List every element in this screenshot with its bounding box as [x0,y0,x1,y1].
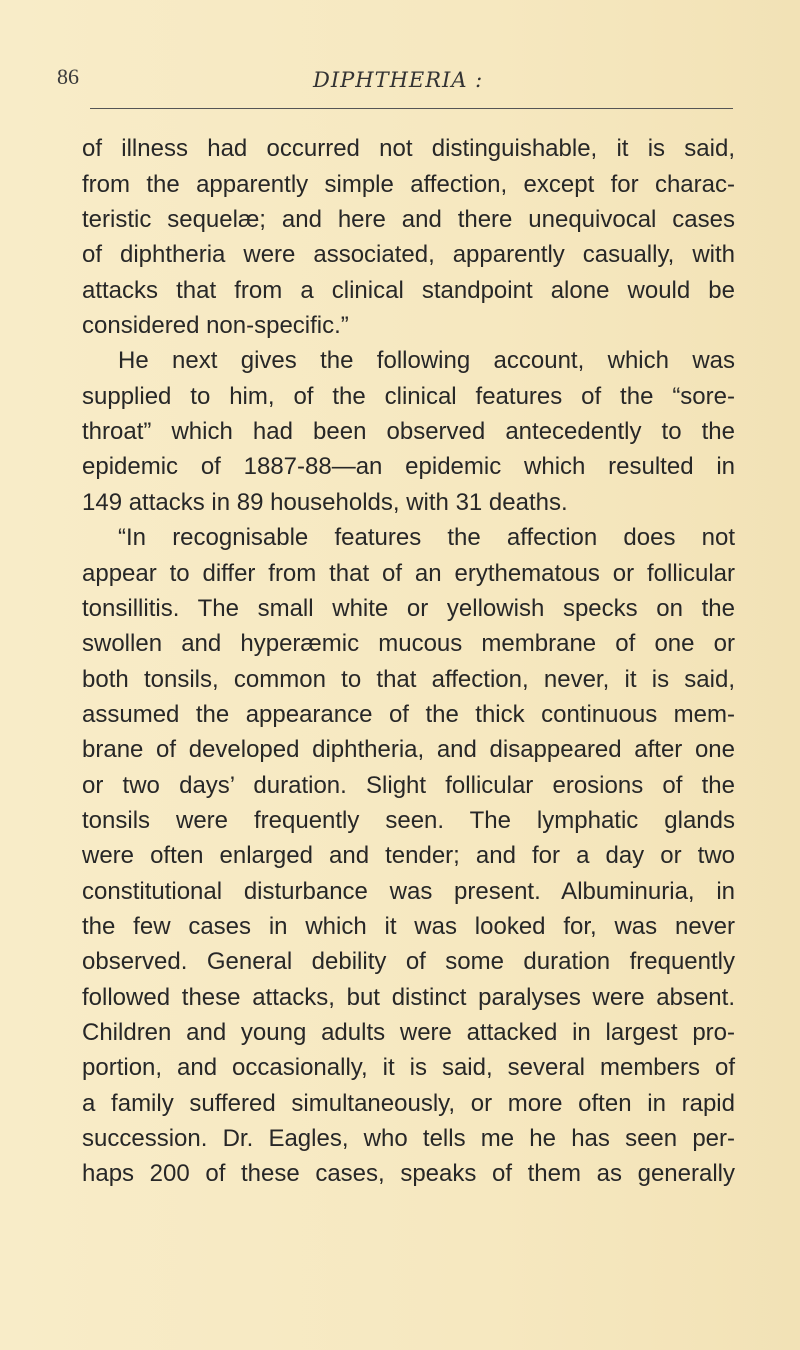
text-line: “In recognisable features the affection does not [118,524,735,551]
text-line: the few cases in which it was looked for, was never [82,913,735,940]
text-line: were often enlarged and tender; and for a day or two [82,842,735,869]
text-line: from the apparently simple affection, except for charac- [82,171,735,198]
page-number: 86 [57,64,79,89]
text-line: brane of developed diphtheria, and disappeared after one [82,736,735,763]
text-line: swollen and hyperæmic mucous membrane of one or [82,630,735,657]
text-line: portion, and occasionally, it is said, several members of [82,1054,735,1081]
text-line: appear to differ from that of an erythematous or follicular [82,560,735,587]
text-line: attacks that from a clinical standpoint alone would be [82,277,735,304]
text-line: Children and young adults were attacked in largest pro- [82,1019,735,1046]
text-line: He next gives the following account, which was [118,347,735,374]
text-line: of diphtheria were associated, apparently casually, with [82,241,735,268]
text-line: epidemic of 1887-88—an epidemic which resulted in [82,453,735,480]
text-line: both tonsils, common to that affection, never, it is said, [82,666,735,693]
text-line: tonsillitis. The small white or yellowish specks on the [82,595,735,622]
text-line: followed these attacks, but distinct paralyses were absent. [82,984,735,1011]
text-line: teristic sequelæ; and here and there unequivocal cases [82,206,735,233]
text-line: considered non-specific.” [82,312,349,339]
text-line: succession. Dr. Eagles, who tells me he has seen per- [82,1125,735,1152]
text-line: or two days’ duration. Slight follicular erosions of the [82,772,735,799]
text-line: 149 attacks in 89 households, with 31 deaths. [82,489,568,516]
text-line: throat” which had been observed antecedently to the [82,418,735,445]
text-line: of illness had occurred not distinguishable, it is said, [82,135,735,162]
text-line: a family suffered simultaneously, or more often in rapid [82,1090,735,1117]
text-line: constitutional disturbance was present. Albuminuria, in [82,878,735,905]
text-line: haps 200 of these cases, speaks of them as generally [82,1160,735,1187]
text-line: observed. General debility of some duration frequently [82,948,735,975]
running-head: DIPHTHERIA : [313,68,484,92]
text-line: assumed the appearance of the thick continuous mem- [82,701,735,728]
text-line: tonsils were frequently seen. The lymphatic glands [82,807,735,834]
text-line: supplied to him, of the clinical features of the “sore- [82,383,735,410]
